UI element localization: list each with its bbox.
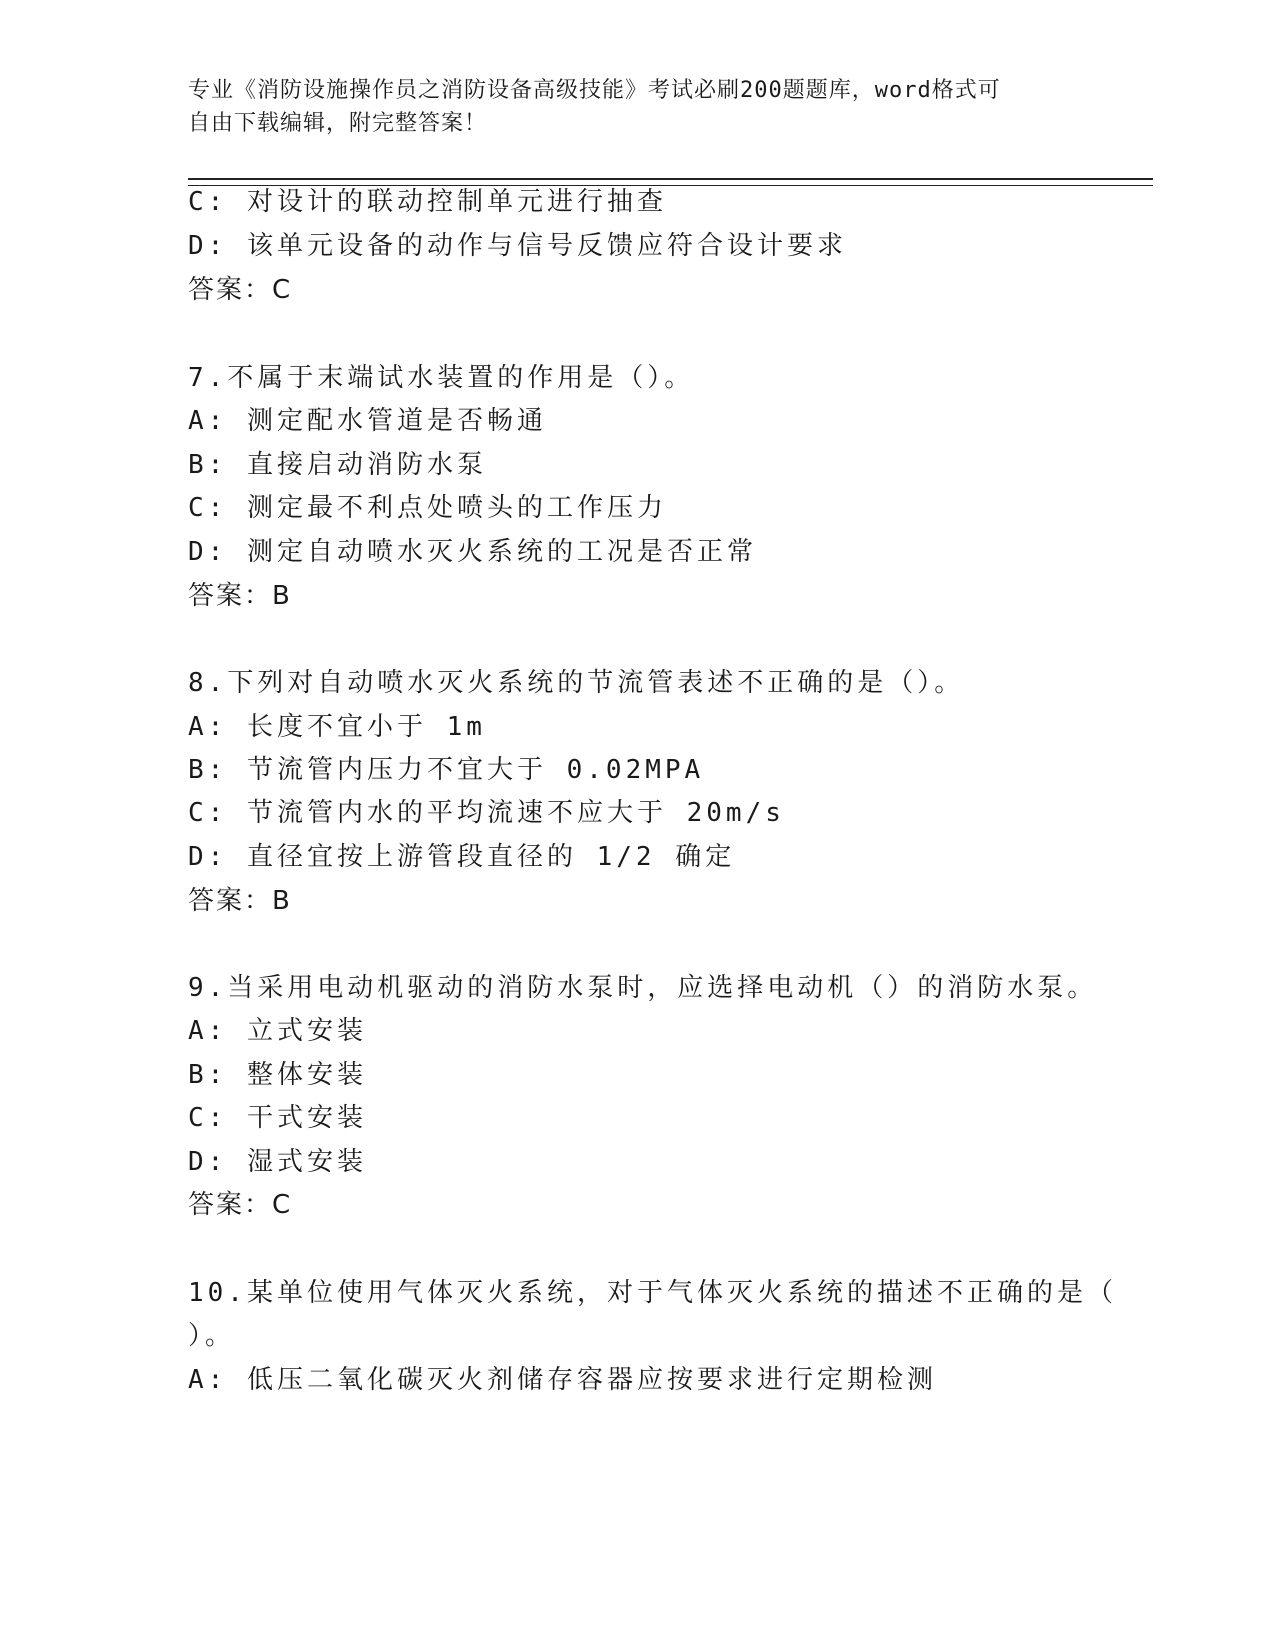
option-d: D: 测定自动喷水灭火系统的工况是否正常 xyxy=(188,537,757,567)
answer-label: 答案：C xyxy=(188,275,293,305)
header-line-2: 自由下载编辑，附完整答案！ xyxy=(188,111,488,136)
option-b: B: 直接启动消防水泵 xyxy=(188,450,487,480)
answer-label: 答案：B xyxy=(188,581,292,611)
option-c: C: 节流管内水的平均流速不应大于 20m/s xyxy=(188,798,785,828)
answer-label: 答案：B xyxy=(188,886,292,916)
option-c: C: 干式安装 xyxy=(188,1103,367,1133)
question-stem: 8.下列对自动喷水灭火系统的节流管表述不正确的是（）。 xyxy=(188,668,965,698)
question-stem-continuation: ）。 xyxy=(188,1321,236,1351)
option-a: A: 立式安装 xyxy=(188,1016,367,1046)
option-a: A: 测定配水管道是否畅通 xyxy=(188,406,547,436)
option-d: D: 直径宜按上游管段直径的 1/2 确定 xyxy=(188,842,736,872)
option-d: D: 湿式安装 xyxy=(188,1147,367,1177)
option-c: C: 测定最不利点处喷头的工作压力 xyxy=(188,493,667,523)
header-divider xyxy=(188,178,1153,186)
option-a: A: 长度不宜小于 1m xyxy=(188,712,486,742)
option-d: D: 该单元设备的动作与信号反馈应符合设计要求 xyxy=(188,231,847,261)
option-b: B: 整体安装 xyxy=(188,1060,367,1090)
header-line-1: 专业《消防设施操作员之消防设备高级技能》考试必刷200题题库，word格式可 xyxy=(188,78,1001,103)
answer-label: 答案：C xyxy=(188,1190,293,1220)
question-stem: 7.不属于末端试水装置的作用是（）。 xyxy=(188,363,695,393)
option-a: A: 低压二氧化碳灭火剂储存容器应按要求进行定期检测 xyxy=(188,1365,937,1395)
question-stem: 9.当采用电动机驱动的消防水泵时，应选择电动机（）的消防水泵。 xyxy=(188,973,1098,1003)
option-b: B: 节流管内压力不宜大于 0.02MPA xyxy=(188,755,705,785)
option-c: C: 对设计的联动控制单元进行抽查 xyxy=(188,187,667,217)
document-header xyxy=(188,74,1068,140)
question-stem: 10.某单位使用气体灭火系统，对于气体灭火系统的描述不正确的是（ xyxy=(188,1278,1117,1308)
